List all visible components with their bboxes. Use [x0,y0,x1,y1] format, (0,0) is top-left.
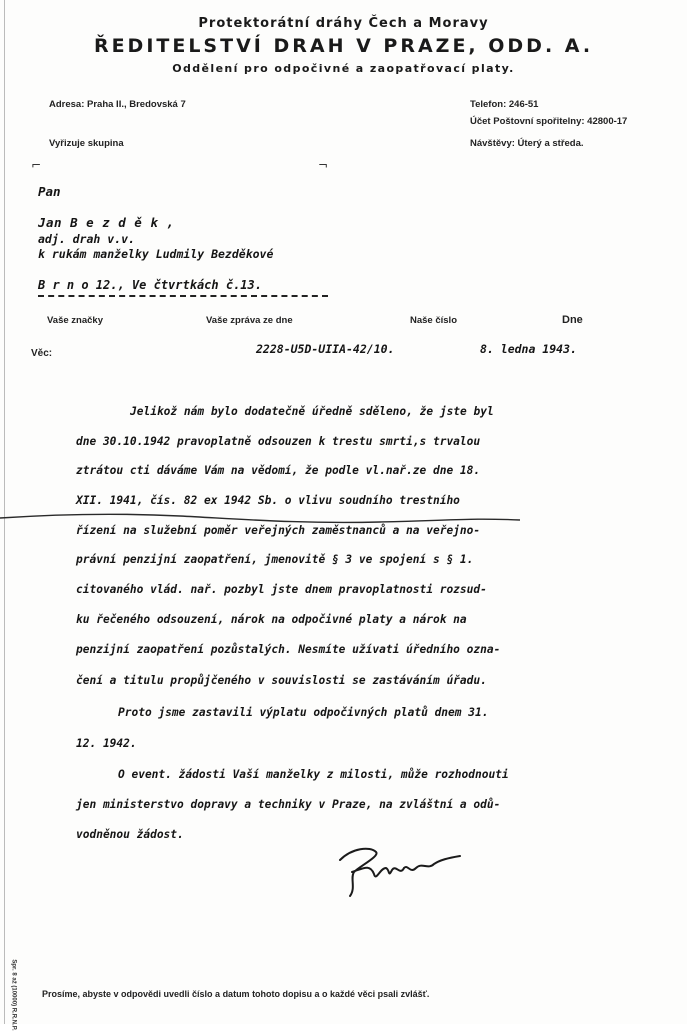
handwritten-signature [330,838,470,898]
recipient-name: Jan B e z d ě k , [38,215,175,230]
body-line: právní penzijní zaopatření, jmenovitě § 3 ve spojení s § 1. [76,553,474,566]
header-railways: Protektorátní dráhy Čech a Moravy [198,16,489,31]
window-corner-mark: ¬ [318,158,329,172]
subject-label: Věc: [31,348,53,359]
date-label: Dne [562,314,583,326]
header-directorate: ŘEDITELSTVÍ DRAH V PRAZE, ODD. A. [93,35,594,57]
address-underline [38,295,328,297]
your-marks-label: Vaše značky [47,315,103,326]
recipient-salutation: Pan [38,184,61,199]
recipient-title: adj. drah v.v. [38,232,135,246]
address-label: Adresa: Praha II., Bredovská 7 [49,99,186,110]
stray-pen-stroke [0,500,687,530]
header-department: Oddělení pro odpočivné a zaopatřovací platy. [172,62,515,75]
body-line: Jelikož nám bylo dodatečně úředně sděleno, že jste byl [130,405,494,418]
body-line: Proto jsme zastavili výplatu odpočivných platů dnem 31. [118,706,489,719]
window-corner-mark: ⌐ [31,158,42,172]
body-line: 12. 1942. [76,737,137,750]
our-number-label: Naše číslo [410,315,457,326]
body-line: ku řečeného odsouzení, nárok na odpočivné platy a nárok na [76,613,467,626]
body-line: XII. 1941, čís. 82 ex 1942 Sb. o vlivu soudního trestního [76,494,460,507]
your-message-label: Vaše zpráva ze dne [206,315,293,326]
body-line: citovaného vlád. nař. pozbyl jste dnem pravoplatnosti rozsud- [76,583,487,596]
recipient-address: B r n o 12., Ve čtvrtkách č.13. [38,278,262,292]
our-number-value: 2228-U5D-UIIA-42/10. [256,342,395,356]
body-line: penzijní zaopatření pozůstalých. Nesmíte užívati úředního ozna- [76,643,501,656]
body-line: čení a titulu propůjčeného v souvislosti se zastáváním úřadu. [76,674,487,687]
handled-by-label: Vyřizuje skupina [49,138,124,149]
body-line: vodněnou žádost. [76,828,184,841]
letter-date: 8. ledna 1943. [480,342,577,356]
body-line: jen ministerstvo dopravy a techniky v Praze, na zvláštní a odů- [76,798,501,811]
account-label: Účet Poštovní spořitelny: 42800-17 [470,116,628,127]
phone-label: Telefon: 246-51 [470,99,539,110]
body-line: řízení na služební poměr veřejných zaměstnanců a na veřejno- [76,524,481,537]
visits-label: Návštěvy: Úterý a středa. [470,138,584,149]
body-line: dne 30.10.1942 pravoplatně odsouzen k trestu smrti,s trvalou [76,435,481,448]
form-code [0,959,17,1031]
recipient-care-of: k rukám manželky Ludmily Bezděkové [38,247,274,261]
body-line: O event. žádosti Vaší manželky z milosti, může rozhodnouti [118,768,509,781]
footer-note: Prosíme, abyste v odpovědi uvedli číslo a datum tohoto dopisu a o každé věci psali zvlášť. [42,989,430,999]
form-code-text: Spr. 8 až (10000) R.R.N.P. [10,959,17,1031]
body-line: ztrátou cti dáváme Vám na vědomí, že podle vl.nař.ze dne 18. [76,464,481,477]
